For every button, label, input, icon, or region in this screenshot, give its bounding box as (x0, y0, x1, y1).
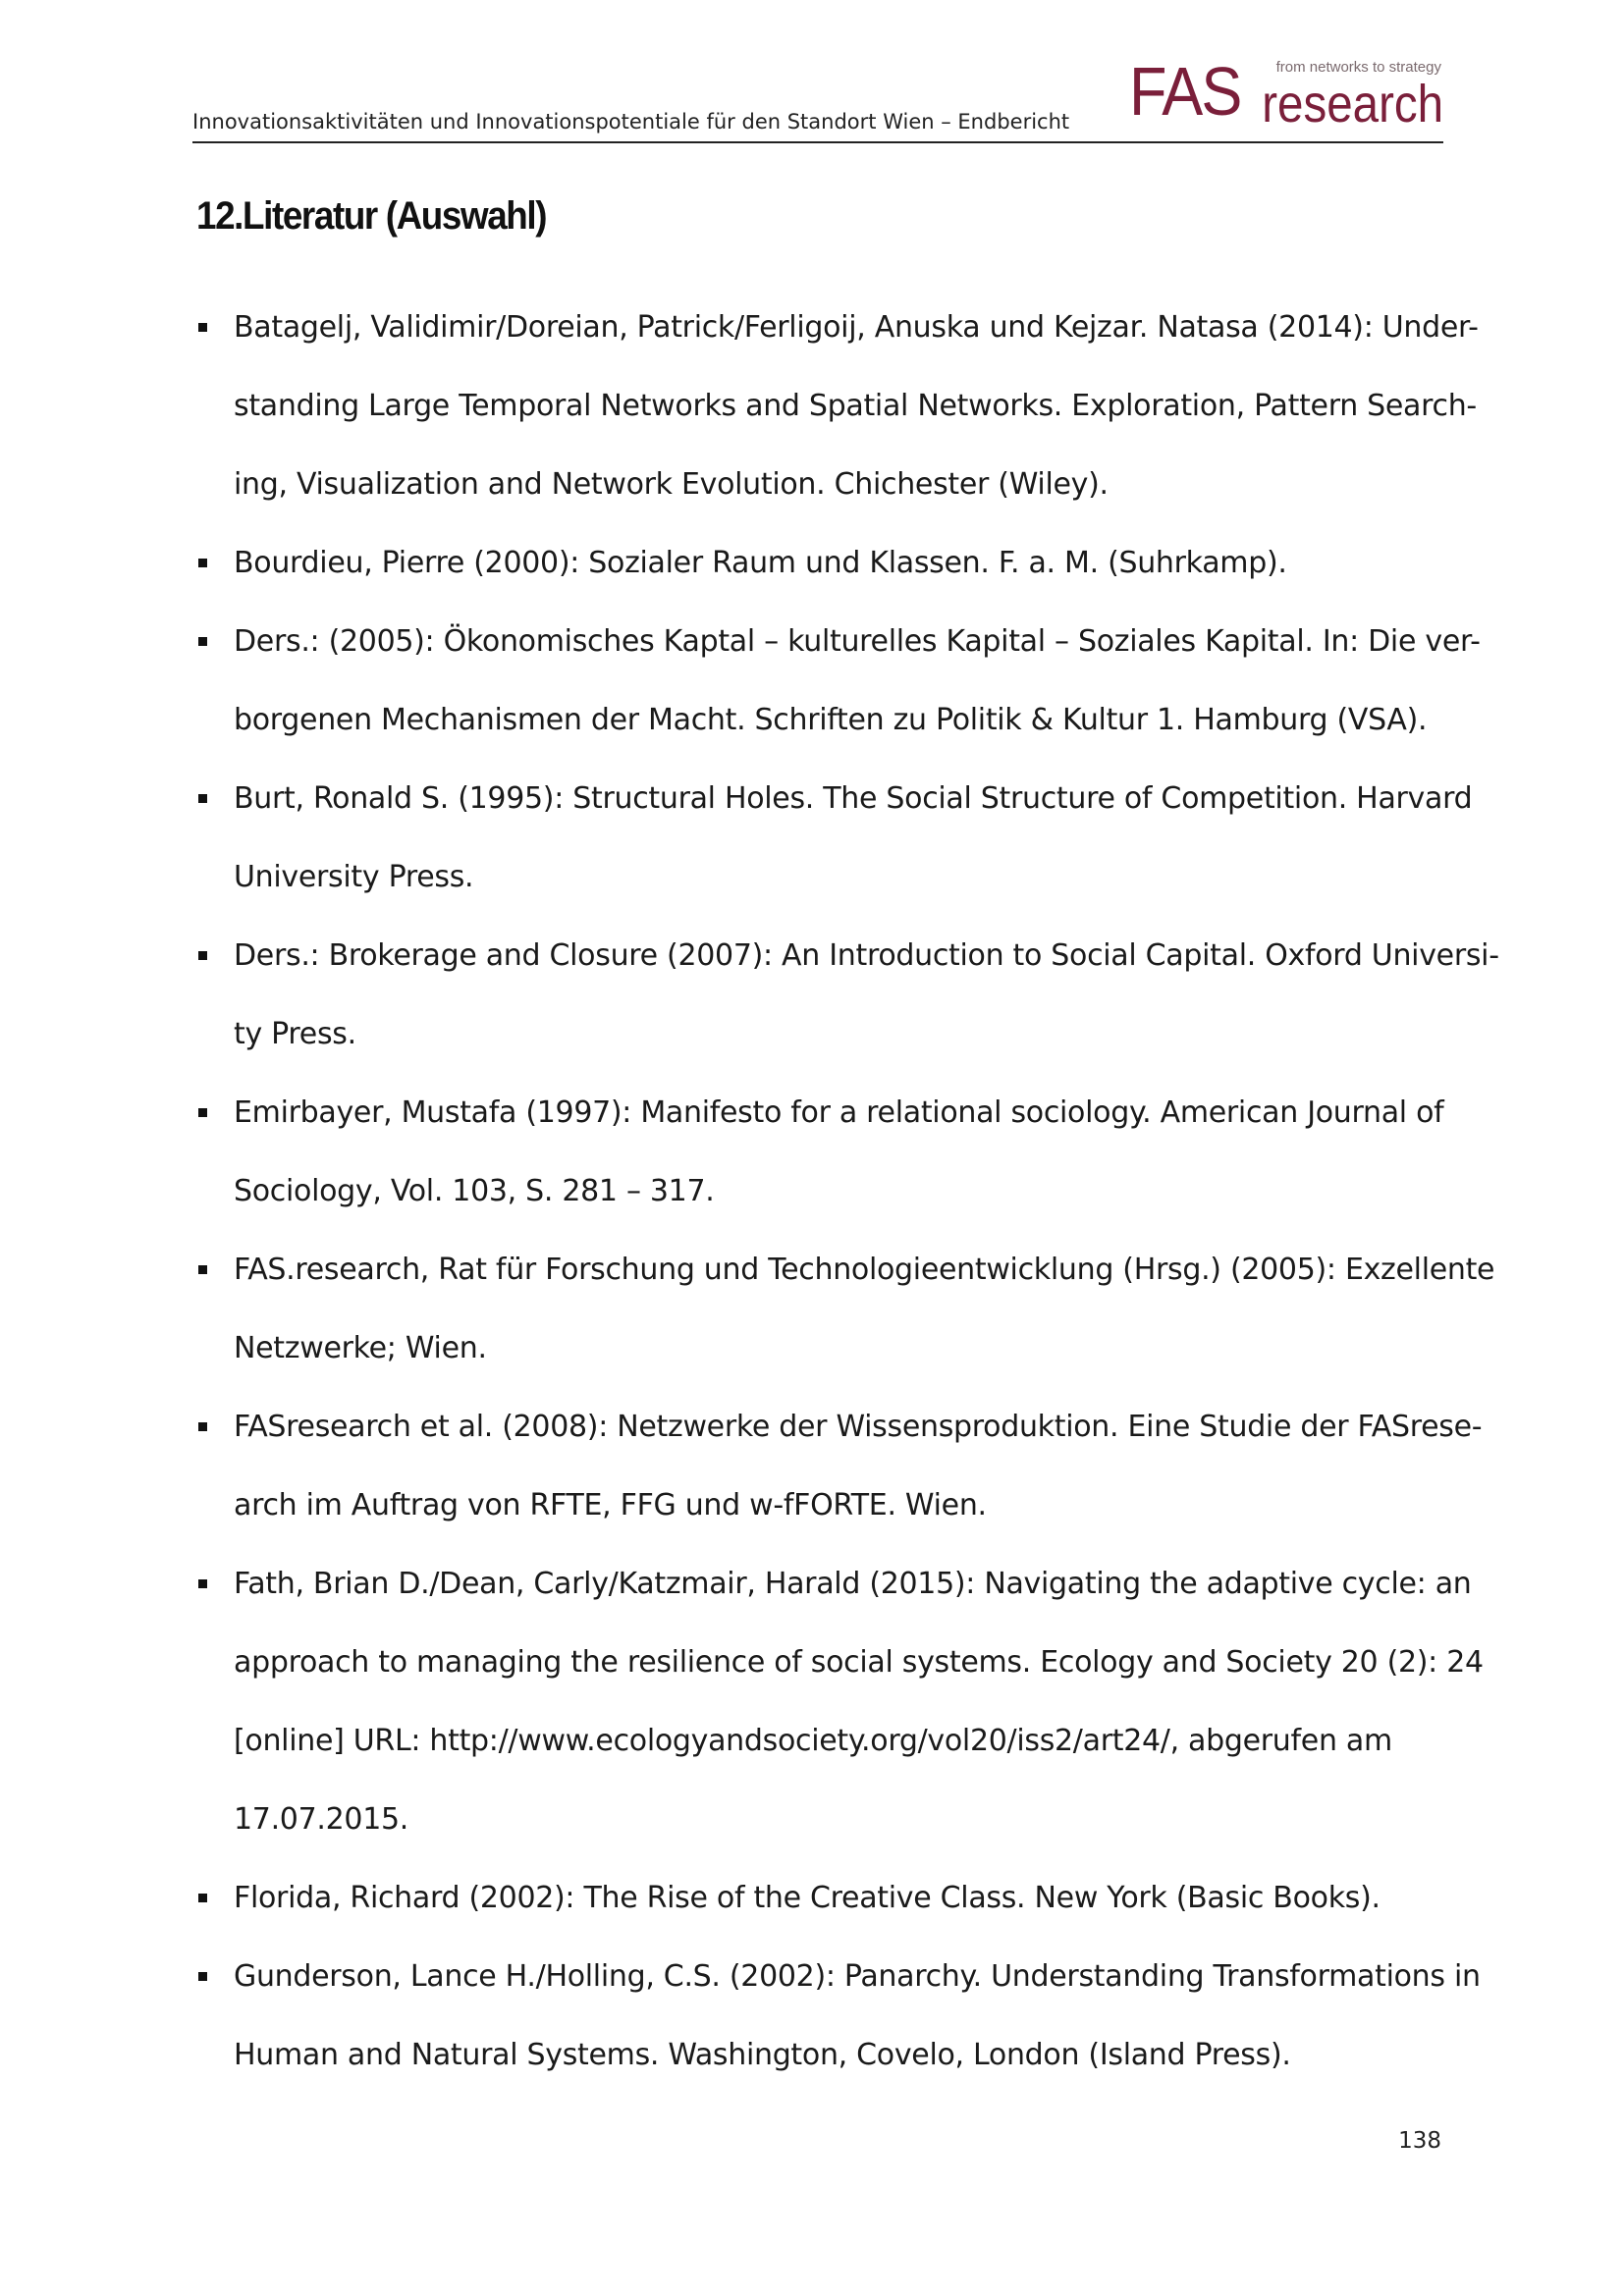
page-header (192, 55, 1443, 143)
square-bullet-icon (198, 323, 207, 332)
reference-line: Ders.: (2005): Ökonomisches Kaptal – kulturelles Kapital – Soziales Kapital. In: Die ver- (234, 624, 1481, 659)
page-number: 138 (1398, 2128, 1441, 2154)
reference-line: FAS.research, Rat für Forschung und Technologieentwicklung (Hrsg.) (2005): Exzellente (234, 1253, 1495, 1287)
reference-line: standing Large Temporal Networks and Spatial Networks. Exploration, Pattern Search- (234, 389, 1477, 423)
reference-line: 17.07.2015. (234, 1802, 409, 1837)
reference-item (192, 1545, 1484, 1859)
logo-fas-text: FAS (1129, 53, 1241, 130)
reference-line: University Press. (234, 860, 474, 894)
logo-research-text: research (1262, 75, 1443, 133)
square-bullet-icon (198, 1579, 207, 1588)
reference-line: ing, Visualization and Network Evolution. Chichester (Wiley). (234, 467, 1109, 502)
reference-item (192, 289, 1479, 524)
reference-line: arch im Auftrag von RFTE, FFG und w-fFORTE. Wien. (234, 1488, 987, 1522)
square-bullet-icon (198, 1265, 207, 1274)
reference-line: [online] URL: http://www.ecologyandsociety.org/vol20/iss2/art24/, abgerufen am (234, 1724, 1392, 1758)
reference-line: borgenen Mechanismen der Macht. Schriften zu Politik & Kultur 1. Hamburg (VSA). (234, 703, 1428, 737)
reference-item (192, 760, 1473, 917)
reference-item (192, 524, 1453, 603)
reference-line: Human and Natural Systems. Washington, Covelo, London (Island Press). (234, 2038, 1291, 2072)
reference-line: Fath, Brian D./Dean, Carly/Katzmair, Harald (2015): Navigating the adaptive cycle: an (234, 1567, 1472, 1601)
document-title: Innovationsaktivitäten und Innovationspotentiale für den Standort Wien – Endbericht (192, 110, 1070, 133)
square-bullet-icon (198, 1108, 207, 1117)
square-bullet-icon (198, 559, 207, 567)
reference-line: Gunderson, Lance H./Holling, C.S. (2002): Panarchy. Understanding Transformations in (234, 1959, 1481, 1994)
square-bullet-icon (198, 951, 207, 960)
logo-tagline: from networks to strategy (1275, 59, 1441, 76)
reference-line: ty Press. (234, 1017, 356, 1051)
fas-research-logo (1129, 55, 1443, 135)
reference-item (192, 917, 1499, 1074)
reference-line: Burt, Ronald S. (1995): Structural Holes. The Social Structure of Competition. Harvard (234, 781, 1473, 816)
square-bullet-icon (198, 637, 207, 646)
section-title: 12.Literatur (Auswahl) (196, 194, 547, 238)
reference-item (192, 1388, 1483, 1545)
reference-line: Ders.: Brokerage and Closure (2007): An Introduction to Social Capital. Oxford Universi- (234, 938, 1499, 973)
reference-line: Florida, Richard (2002): The Rise of the Creative Class. New York (Basic Books). (234, 1881, 1380, 1915)
reference-item (192, 1859, 1453, 1938)
square-bullet-icon (198, 1972, 207, 1981)
square-bullet-icon (198, 1894, 207, 1902)
square-bullet-icon (198, 794, 207, 803)
reference-line: Emirbayer, Mustafa (1997): Manifesto for a relational sociology. American Journal of (234, 1095, 1444, 1130)
square-bullet-icon (198, 1422, 207, 1431)
reference-list (192, 289, 1499, 2095)
reference-line: Bourdieu, Pierre (2000): Sozialer Raum und Klassen. F. a. M. (Suhrkamp). (234, 546, 1287, 580)
reference-item (192, 1938, 1481, 2095)
reference-line: Sociology, Vol. 103, S. 281 – 317. (234, 1174, 715, 1208)
reference-line: Netzwerke; Wien. (234, 1331, 487, 1365)
reference-item (192, 603, 1481, 760)
reference-line: FASresearch et al. (2008): Netzwerke der Wissensproduktion. Eine Studie der FASrese- (234, 1410, 1483, 1444)
reference-item (192, 1074, 1453, 1231)
reference-line: approach to managing the resilience of social systems. Ecology and Society 20 (2): 24 (234, 1645, 1484, 1680)
reference-line: Batagelj, Validimir/Doreian, Patrick/Ferligoij, Anuska und Kejzar. Natasa (2014): Under- (234, 310, 1479, 345)
reference-item (192, 1231, 1495, 1388)
